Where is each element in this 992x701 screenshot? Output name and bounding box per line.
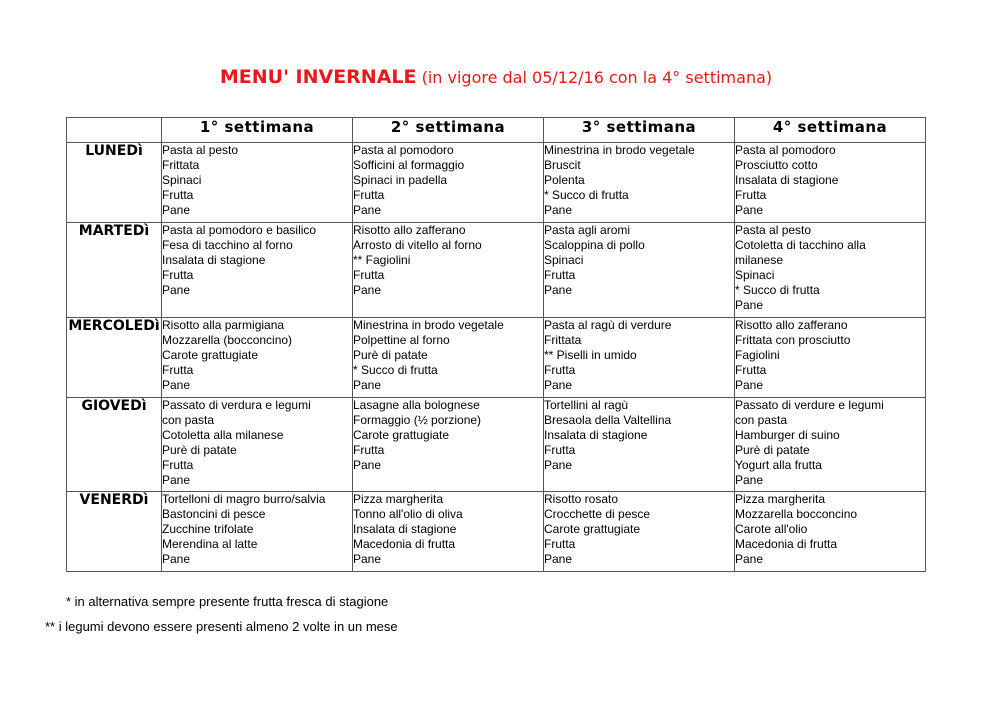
menu-item: Pizza margherita: [735, 492, 826, 506]
week-header: 4° settimana: [735, 118, 926, 143]
menu-item: Polpettine al forno: [353, 333, 450, 347]
header-corner: [67, 118, 162, 143]
menu-item: Fagiolini: [735, 348, 780, 362]
menu-cell: [162, 318, 353, 398]
menu-item: Frutta: [544, 443, 576, 457]
menu-item: Cotoletta alla milanese: [162, 428, 284, 442]
menu-item: Pasta al pomodoro: [735, 143, 836, 157]
menu-item: Fesa di tacchino al forno: [162, 238, 293, 252]
menu-cell: [162, 143, 353, 223]
menu-item: Carote grattugiate: [162, 348, 259, 362]
menu-item: Frutta: [544, 363, 576, 377]
menu-item: Pane: [353, 378, 382, 392]
menu-item: Scaloppina di pollo: [544, 238, 645, 252]
menu-item: Spinaci: [544, 253, 584, 267]
menu-table: [66, 117, 926, 572]
menu-item: * Succo di frutta: [735, 283, 820, 297]
table-row: [67, 318, 926, 398]
menu-cell: [544, 492, 735, 572]
menu-cell: [544, 143, 735, 223]
menu-body: [67, 143, 926, 572]
menu-item: Pane: [353, 552, 382, 566]
menu-cell: [735, 318, 926, 398]
menu-item: Frittata: [544, 333, 582, 347]
menu-item: Spinaci in padella: [353, 173, 448, 187]
menu-item: Prosciutto cotto: [735, 158, 818, 172]
menu-item: Hamburger di suino: [735, 428, 840, 442]
menu-item: Pasta al pomodoro e basilico: [162, 223, 317, 237]
menu-item: Crocchette di pesce: [544, 507, 651, 521]
menu-item: Mozzarella bocconcino: [735, 507, 858, 521]
menu-item: ** Fagiolini: [353, 253, 411, 267]
menu-item: Pane: [735, 378, 764, 392]
menu-item: Pane: [162, 203, 191, 217]
menu-item: Tonno all'olio di oliva: [353, 507, 463, 521]
menu-item: Arrosto di vitello al forno: [353, 238, 482, 252]
menu-item: Purè di patate: [735, 443, 810, 457]
menu-item: Risotto allo zafferano: [353, 223, 466, 237]
menu-item: Frutta: [162, 363, 194, 377]
menu-item: Frittata: [162, 158, 200, 172]
menu-cell: [735, 398, 926, 492]
day-label: MERCOLEDì: [67, 318, 162, 398]
menu-cell: [353, 318, 544, 398]
menu-item: * Succo di frutta: [544, 188, 629, 202]
menu-item: Insalata di stagione: [544, 428, 648, 442]
menu-item: Frutta: [353, 443, 385, 457]
footnote-single-star: * in alternativa sempre presente frutta fresca di stagione: [66, 594, 389, 609]
menu-cell: [544, 398, 735, 492]
menu-item: Frutta: [544, 537, 576, 551]
menu-item: con pasta: [162, 413, 215, 427]
menu-item: Mozzarella (bocconcino): [162, 333, 293, 347]
menu-item: Bresaola della Valtellina: [544, 413, 672, 427]
menu-item: Polenta: [544, 173, 585, 187]
menu-item: Lasagne alla bolognese: [353, 398, 480, 412]
week-header: 2° settimana: [353, 118, 544, 143]
title-subtitle: (in vigore dal 05/12/16 con la 4° settimana): [421, 68, 773, 87]
menu-item: Pane: [353, 203, 382, 217]
week-header: 3° settimana: [544, 118, 735, 143]
menu-cell: [353, 143, 544, 223]
menu-item: Pane: [735, 473, 764, 487]
menu-cell: [544, 318, 735, 398]
menu-item: Frittata con prosciutto: [735, 333, 851, 347]
menu-item: Frutta: [162, 188, 194, 202]
menu-item: Passato di verdure e legumi: [735, 398, 884, 412]
menu-item: Pane: [544, 283, 573, 297]
menu-item: Pane: [162, 378, 191, 392]
menu-cell: [735, 492, 926, 572]
menu-item: Pizza margherita: [353, 492, 444, 506]
menu-item: Frutta: [162, 268, 194, 282]
menu-item: Pane: [735, 298, 764, 312]
menu-item: Sofficini al formaggio: [353, 158, 465, 172]
menu-item: Purè di patate: [162, 443, 237, 457]
menu-cell: [735, 223, 926, 318]
day-label: GIOVEDì: [67, 398, 162, 492]
table-row: [67, 492, 926, 572]
menu-item: Tortelloni di magro burro/salvia: [162, 492, 326, 506]
menu-item: Pane: [162, 283, 191, 297]
menu-item: Merendina al latte: [162, 537, 258, 551]
menu-cell: [162, 492, 353, 572]
menu-item: con pasta: [735, 413, 788, 427]
menu-item: Pane: [544, 378, 573, 392]
menu-item: Frutta: [735, 188, 767, 202]
day-label: LUNEDì: [67, 143, 162, 223]
footnote-double-star: ** i legumi devono essere presenti almeno 2 volte in un mese: [45, 619, 398, 634]
menu-item: Insalata di stagione: [735, 173, 839, 187]
menu-item: Risotto allo zafferano: [735, 318, 848, 332]
menu-item: Insalata di stagione: [162, 253, 266, 267]
menu-item: Pane: [735, 552, 764, 566]
menu-cell: [544, 223, 735, 318]
menu-item: Pasta agli aromi: [544, 223, 631, 237]
menu-item: Frutta: [353, 268, 385, 282]
menu-item: Spinaci: [735, 268, 775, 282]
menu-item: Pane: [544, 552, 573, 566]
table-header-row: [67, 118, 926, 143]
day-label: MARTEDì: [67, 223, 162, 318]
menu-item: Passato di verdura e legumi: [162, 398, 311, 412]
menu-item: Pasta al pomodoro: [353, 143, 454, 157]
title-main: MENU' INVERNALE: [219, 66, 417, 88]
menu-item: Minestrina in brodo vegetale: [544, 143, 695, 157]
menu-item: Minestrina in brodo vegetale: [353, 318, 504, 332]
menu-item: Macedonia di frutta: [735, 537, 838, 551]
day-label: VENERDì: [67, 492, 162, 572]
menu-item: Frutta: [544, 268, 576, 282]
menu-item: Yogurt alla frutta: [735, 458, 822, 472]
menu-item: Risotto alla parmigiana: [162, 318, 285, 332]
menu-item: Cotoletta di tacchino alla: [735, 238, 866, 252]
page-title: [0, 66, 992, 88]
menu-item: Bruscit: [544, 158, 581, 172]
table-row: [67, 398, 926, 492]
table-row: [67, 223, 926, 318]
menu-item: Zucchine trifolate: [162, 522, 254, 536]
menu-item: Frutta: [735, 363, 767, 377]
menu-item: Pane: [544, 458, 573, 472]
week-header: 1° settimana: [162, 118, 353, 143]
menu-item: * Succo di frutta: [353, 363, 438, 377]
menu-item: Pane: [735, 203, 764, 217]
menu-item: Bastoncini di pesce: [162, 507, 266, 521]
menu-item: Tortellini al ragù: [544, 398, 629, 412]
menu-cell: [735, 143, 926, 223]
menu-item: Frutta: [353, 188, 385, 202]
menu-item: Purè di patate: [353, 348, 428, 362]
menu-item: Spinaci: [162, 173, 202, 187]
table-row: [67, 143, 926, 223]
menu-cell: [162, 398, 353, 492]
menu-item: Risotto rosato: [544, 492, 619, 506]
menu-item: Pane: [353, 458, 382, 472]
menu-item: Formaggio (½ porzione): [353, 413, 482, 427]
menu-item: Pasta al ragù di verdure: [544, 318, 672, 332]
menu-item: Carote grattugiate: [544, 522, 641, 536]
menu-item: Carote all'olio: [735, 522, 808, 536]
menu-cell: [353, 492, 544, 572]
menu-cell: [162, 223, 353, 318]
menu-item: ** Piselli in umido: [544, 348, 637, 362]
menu-cell: [353, 398, 544, 492]
menu-item: Pane: [162, 552, 191, 566]
menu-item: Pane: [353, 283, 382, 297]
menu-cell: [353, 223, 544, 318]
menu-item: Insalata di stagione: [353, 522, 457, 536]
menu-item: Pasta al pesto: [162, 143, 239, 157]
menu-item: milanese: [735, 253, 784, 267]
menu-item: Macedonia di frutta: [353, 537, 456, 551]
menu-item: Frutta: [162, 458, 194, 472]
menu-item: Pane: [162, 473, 191, 487]
menu-item: Pasta al pesto: [735, 223, 812, 237]
menu-item: Pane: [544, 203, 573, 217]
menu-item: Carote grattugiate: [353, 428, 450, 442]
